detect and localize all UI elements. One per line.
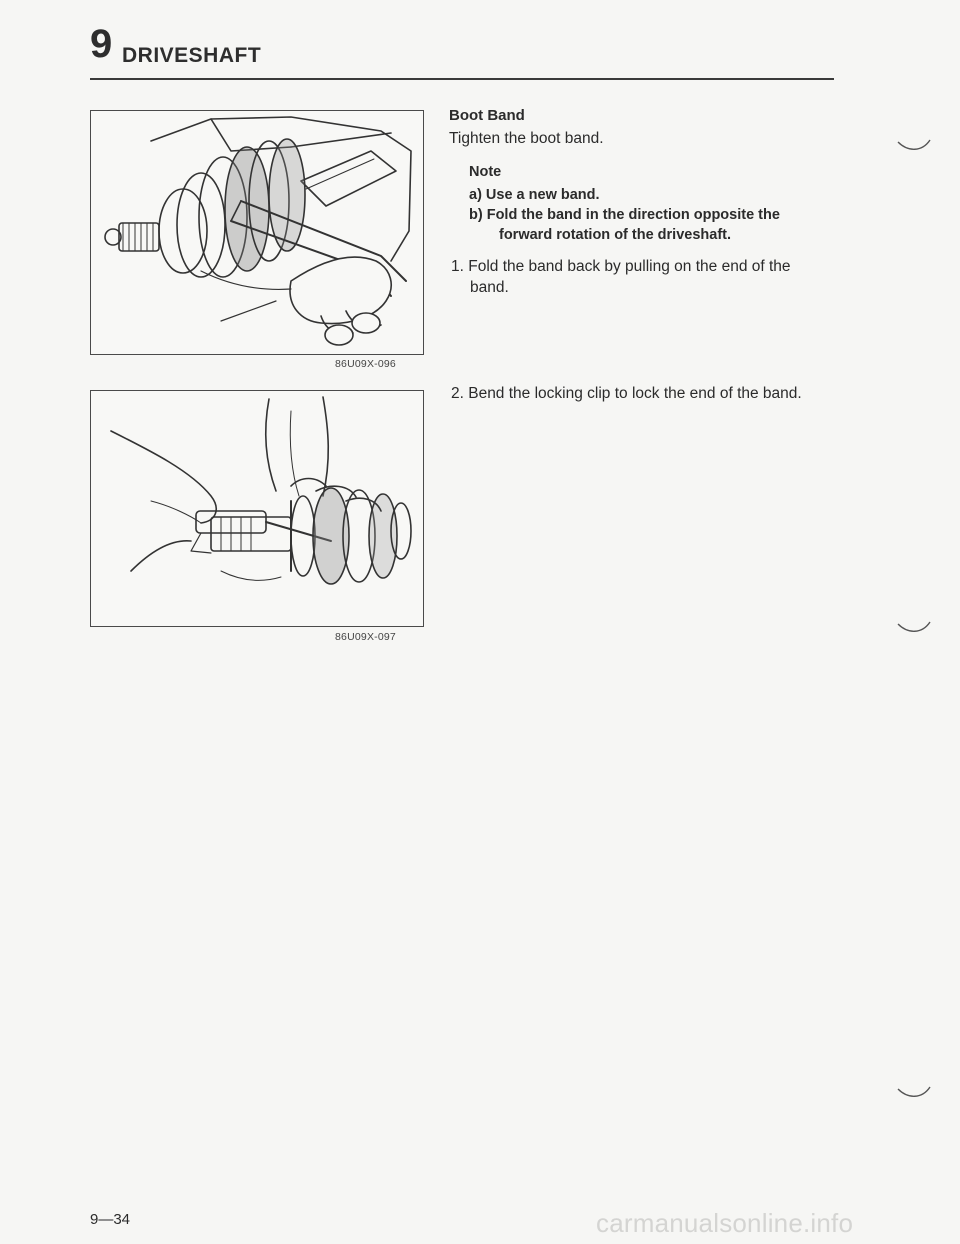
step-1-line2: band.	[470, 279, 509, 296]
lead-text: Tighten the boot band.	[449, 130, 604, 147]
step-2: 2. Bend the locking clip to lock the end of the band.	[451, 385, 802, 402]
locking-clip-illustration	[91, 391, 422, 625]
binder-mark-icon	[896, 1085, 932, 1101]
chapter-number: 9	[90, 22, 113, 66]
figure-code: 86U09X-096	[335, 358, 396, 370]
figure-code: 86U09X-097	[335, 631, 396, 643]
page-number: 9—34	[90, 1211, 131, 1228]
binder-mark-icon	[896, 620, 932, 636]
note-item-b	[469, 205, 849, 245]
watermark[interactable]: carmanualsonline.info	[596, 1208, 854, 1238]
step-1-line1: 1. Fold the band back by pulling on the end of the	[451, 258, 791, 275]
note-item-b-line2: forward rotation of the driveshaft.	[499, 227, 732, 243]
header-rule	[90, 78, 834, 80]
note-item-a: a) Use a new band.	[469, 187, 600, 203]
pliers-illustration	[91, 111, 422, 353]
note-item-b-line1: b) Fold the band in the direction opposite the	[469, 207, 780, 223]
note-heading: Note	[469, 164, 502, 180]
chapter-title: DRIVESHAFT	[122, 44, 262, 67]
figure-locking-clip	[90, 390, 424, 627]
figure-boot-band-pliers	[90, 110, 424, 355]
binder-mark-icon	[896, 138, 932, 154]
step-1	[451, 256, 841, 298]
section-title: Boot Band	[449, 107, 525, 124]
